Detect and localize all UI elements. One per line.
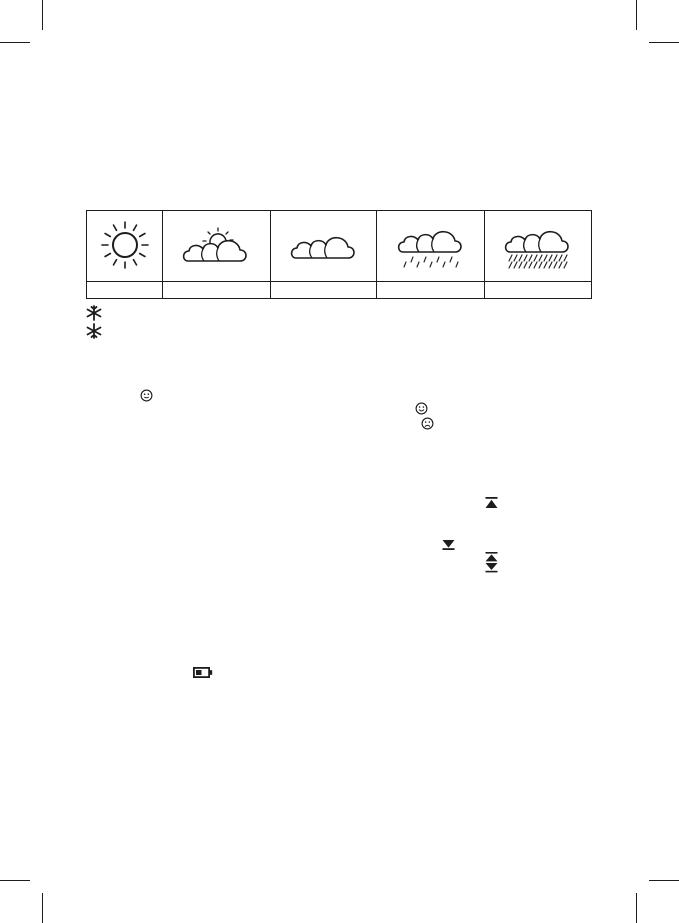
cloudy-icon (290, 226, 360, 266)
crop-mark-bottom-left-vertical (42, 893, 43, 923)
crop-mark-bottom-right-horizontal (649, 880, 679, 881)
sunny-icon (100, 220, 150, 270)
happy-face-icon (415, 402, 428, 415)
partly-cloudy-icon (182, 226, 252, 266)
pressure-trend-down-icon (485, 563, 498, 573)
crop-mark-top-left-vertical (42, 0, 43, 30)
pressure-trend-up-icon (485, 552, 498, 562)
crop-mark-bottom-right-vertical (636, 893, 637, 923)
snowflake-icon (85, 305, 103, 339)
crop-mark-top-left-horizontal (0, 42, 30, 43)
crop-mark-top-right-horizontal (649, 42, 679, 43)
crop-mark-top-right-vertical (636, 0, 637, 30)
sad-face-icon (421, 417, 434, 430)
heavy-rain-icon (504, 224, 574, 272)
low-pressure-icon (442, 540, 455, 550)
high-pressure-icon (485, 497, 498, 509)
smiley-icon (140, 389, 153, 402)
low-battery-icon (193, 667, 213, 678)
crop-mark-bottom-left-horizontal (0, 880, 30, 881)
forecast-icon-table (86, 210, 592, 299)
light-rain-icon (397, 224, 467, 272)
